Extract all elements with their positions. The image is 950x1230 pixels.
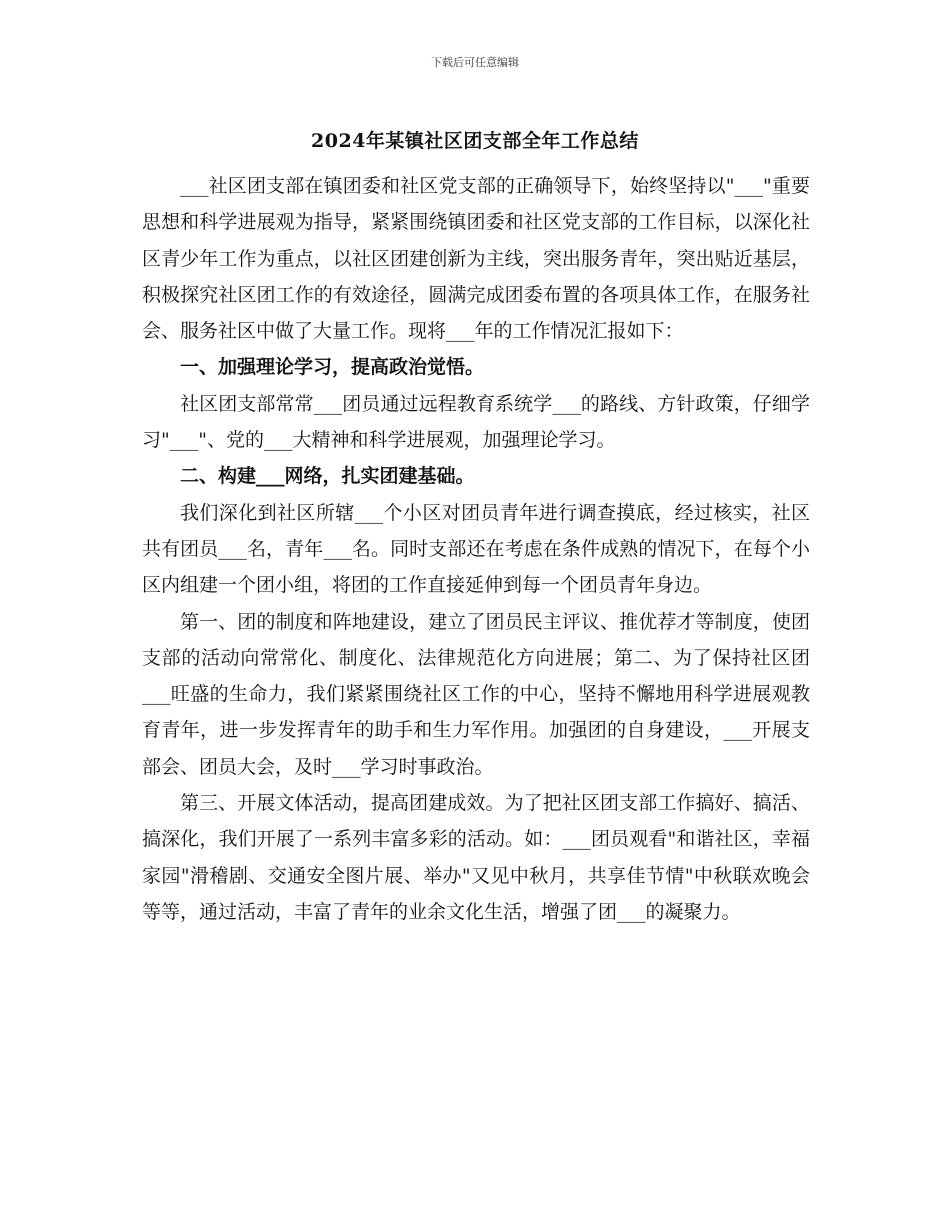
- section-1-paragraph: 社区团支部常常___团员通过远程教育系统学___的路线、方针政策，仔细学习"___"、党的___大精神和科学进展观，加强理论学习。: [142, 392, 810, 452]
- section-2-point-3: 第三、开展文体活动，提高团建成效。为了把社区团支部工作搞好、搞活、搞深化，我们开展了一系列丰富多彩的活动。如：___团员观看"和谐社区，幸福家园"滑稽剧、交通安全图片展、举办"又见中秋月，共享佳节情"中秋联欢晚会等等，通过活动，丰富了青年的业余文化生活，增强了团___的凝聚力。: [142, 792, 810, 923]
- document-body: [142, 168, 810, 930]
- section-heading-1: 一、加强理论学习，提高政治觉悟。: [180, 356, 485, 379]
- intro-paragraph: ___社区团支部在镇团委和社区党支部的正确领导下，始终坚持以"___"重要思想和科学进展观为指导，紧紧围绕镇团委和社区党支部的工作目标，以深化社区青少年工作为重点，以社区团建创新为主线，突出服务青年，突出贴近基层，积极探究社区团工作的有效途径，圆满完成团委布置的各项具体工作，在服务社会、服务社区中做了大量工作。现将___年的工作情况汇报如下：: [142, 175, 810, 343]
- section-2-point-1-2: 第一、团的制度和阵地建设，建立了团员民主评议、推优荐才等制度，使团支部的活动向常常化、制度化、法律规范化方向进展；第二、为了保持社区团___旺盛的生命力，我们紧紧围绕社区工作的中心，坚持不懈地用科学进展观教育青年，进一步发挥青年的助手和生力军作用。加强团的自身建设，___开展支部会、团员大会，及时___学习时事政治。: [142, 610, 810, 778]
- section-heading-2: 二、构建___网络，扎实团建基础。: [180, 465, 475, 488]
- document-title: 2024年某镇社区团支部全年工作总结: [311, 130, 639, 152]
- section-2-paragraph: 我们深化到社区所辖___个小区对团员青年进行调查摸底，经过核实，社区共有团员___名，青年___名。同时支部还在考虑在条件成熟的情况下，在每个小区内组建一个团小组，将团的工作直接延伸到每一个团员青年身边。: [142, 501, 810, 597]
- header-note: 下载后可任意编辑: [431, 56, 519, 69]
